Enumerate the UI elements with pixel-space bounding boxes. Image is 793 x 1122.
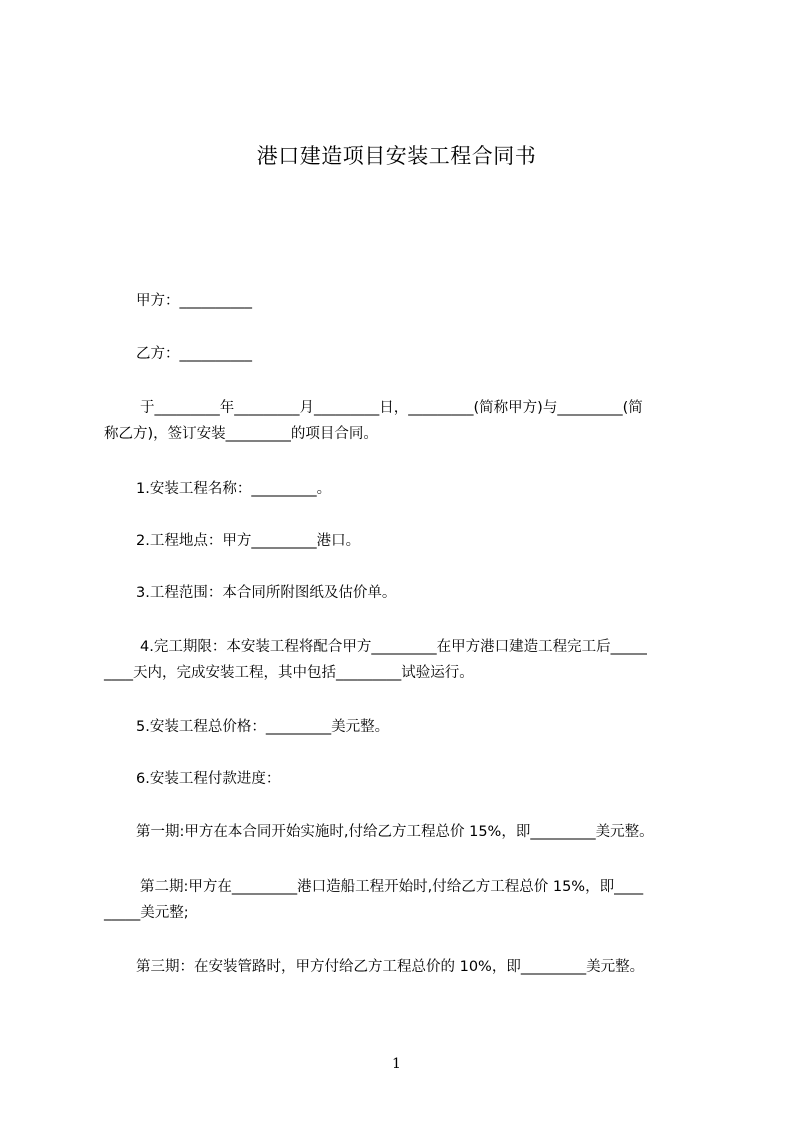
intro-line-1: 于_________年_________月_________日，_________(简称甲方)与_________(简 [140,400,643,416]
contract-title: 港口建造项目安装工程合同书 [256,144,537,168]
payment-phase-1: 第一期:甲方在本合同开始实施时,付给乙方工程总价 15%，即_________美元整。 [136,824,654,840]
page-number: 1 [392,1056,401,1072]
payment-phase-3: 第三期：在安装管路时，甲方付给乙方工程总价的 10%，即_________美元整。 [136,959,645,975]
party-a-line: 甲方：__________ [136,293,252,309]
clause-1: 1.安装工程名称：_________。 [136,481,332,497]
clause-5: 5.安装工程总价格：_________美元整。 [136,719,390,735]
clause-2: 2.工程地点：甲方_________港口。 [136,533,361,549]
clause-4-line-2: ____天内，完成安装工程，其中包括_________试验运行。 [104,665,474,681]
party-b-line: 乙方：__________ [136,346,252,362]
intro-line-2: 称乙方)，签订安装_________的项目合同。 [104,426,378,442]
clause-3: 3.工程范围：本合同所附图纸及估价单。 [136,585,397,601]
clause-4-line-1: 4.完工期限：本安装工程将配合甲方_________在甲方港口建造工程完工后_____ [140,639,647,655]
clause-6: 6.安装工程付款进度： [136,771,281,787]
payment-phase-2-line-2: _____美元整; [104,905,189,921]
payment-phase-2-line-1: 第二期:甲方在_________港口造船工程开始时,付给乙方工程总价 15%，即____ [140,879,644,895]
